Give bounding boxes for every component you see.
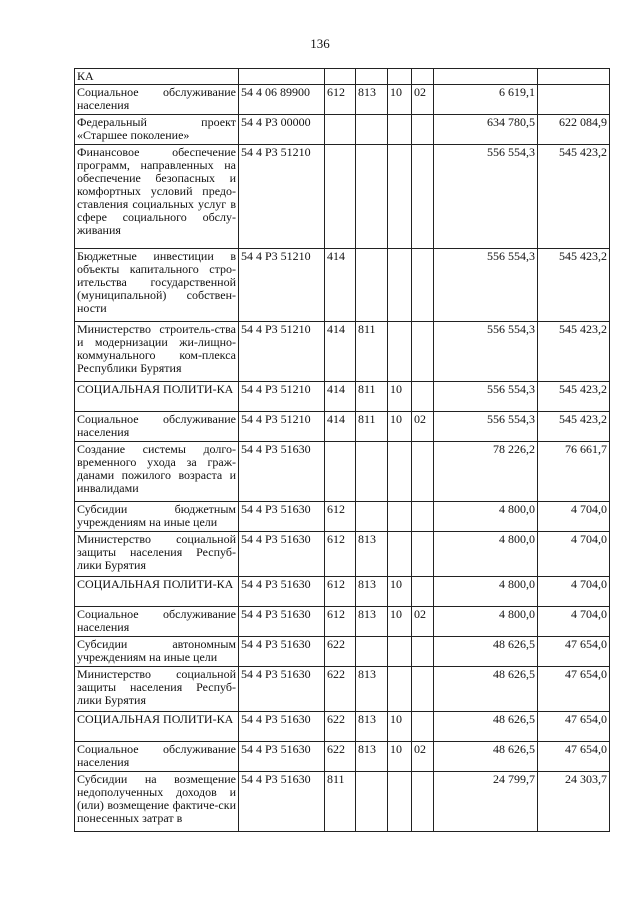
row-sum-1-cell: 48 626,5 bbox=[434, 712, 538, 742]
row-name-cell: Социальное обслуживание населения bbox=[75, 742, 239, 772]
row-sum-2-cell: 76 661,7 bbox=[538, 442, 610, 502]
row-sum-2-cell: 4 704,0 bbox=[538, 532, 610, 577]
row-rz-cell bbox=[388, 115, 412, 145]
row-gr-cell bbox=[356, 442, 388, 502]
row-sum-1-cell: 78 226,2 bbox=[434, 442, 538, 502]
table-row bbox=[75, 532, 610, 577]
row-gr-cell: 813 bbox=[356, 667, 388, 712]
row-sum-2-cell: 47 654,0 bbox=[538, 667, 610, 712]
table-row bbox=[75, 322, 610, 382]
row-pr-cell: 02 bbox=[412, 85, 434, 115]
row-gr-cell: 813 bbox=[356, 577, 388, 607]
row-sum-1-cell bbox=[434, 69, 538, 85]
row-code-cell: 54 4 P3 00000 bbox=[239, 115, 325, 145]
table-row bbox=[75, 772, 610, 832]
row-sum-2-cell: 24 303,7 bbox=[538, 772, 610, 832]
row-gr-cell: 813 bbox=[356, 742, 388, 772]
row-vr-cell: 622 bbox=[325, 712, 356, 742]
row-pr-cell: 02 bbox=[412, 607, 434, 637]
row-code-cell: 54 4 P3 51630 bbox=[239, 772, 325, 832]
row-pr-cell bbox=[412, 382, 434, 412]
row-vr-cell bbox=[325, 145, 356, 249]
row-sum-1-cell: 634 780,5 bbox=[434, 115, 538, 145]
row-sum-2-cell: 4 704,0 bbox=[538, 607, 610, 637]
row-name-cell: Финансовое обеспечение программ, направленных на обеспечение безопасных и комфортных условий предо-ставления социальных услуг в сфере социального обслу-живания bbox=[75, 145, 239, 249]
row-name-cell: СОЦИАЛЬНАЯ ПОЛИТИ-КА bbox=[75, 712, 239, 742]
row-gr-cell bbox=[356, 637, 388, 667]
row-name-cell: Бюджетные инвестиции в объекты капитального стро-ительства государственной (муниципальной) собствен-ности bbox=[75, 249, 239, 322]
row-rz-cell: 10 bbox=[388, 412, 412, 442]
row-pr-cell: 02 bbox=[412, 412, 434, 442]
row-code-cell: 54 4 P3 51630 bbox=[239, 742, 325, 772]
row-gr-cell: 811 bbox=[356, 322, 388, 382]
row-gr-cell bbox=[356, 115, 388, 145]
row-rz-cell: 10 bbox=[388, 607, 412, 637]
row-rz-cell bbox=[388, 442, 412, 502]
row-vr-cell: 622 bbox=[325, 742, 356, 772]
row-vr-cell: 612 bbox=[325, 532, 356, 577]
table-row bbox=[75, 442, 610, 502]
row-sum-2-cell: 545 423,2 bbox=[538, 322, 610, 382]
row-sum-2-cell: 545 423,2 bbox=[538, 382, 610, 412]
row-pr-cell bbox=[412, 115, 434, 145]
row-name-cell: Субсидии автономным учреждениям на иные цели bbox=[75, 637, 239, 667]
row-vr-cell: 414 bbox=[325, 412, 356, 442]
row-name-cell: Министерство социальной защиты населения Респуб-лики Бурятия bbox=[75, 532, 239, 577]
table-row bbox=[75, 577, 610, 607]
row-vr-cell: 612 bbox=[325, 502, 356, 532]
row-vr-cell: 811 bbox=[325, 772, 356, 832]
row-rz-cell bbox=[388, 532, 412, 577]
table-row bbox=[75, 607, 610, 637]
row-name-cell: Социальное обслуживание населения bbox=[75, 607, 239, 637]
row-vr-cell: 622 bbox=[325, 667, 356, 712]
row-sum-2-cell bbox=[538, 85, 610, 115]
row-code-cell: 54 4 P3 51630 bbox=[239, 667, 325, 712]
row-vr-cell: 612 bbox=[325, 577, 356, 607]
row-sum-1-cell: 6 619,1 bbox=[434, 85, 538, 115]
row-vr-cell bbox=[325, 115, 356, 145]
row-sum-2-cell: 47 654,0 bbox=[538, 712, 610, 742]
row-code-cell: 54 4 P3 51210 bbox=[239, 322, 325, 382]
row-vr-cell bbox=[325, 69, 356, 85]
row-pr-cell bbox=[412, 712, 434, 742]
row-name-cell: Субсидии бюджетным учреждениям на иные цели bbox=[75, 502, 239, 532]
table-row bbox=[75, 69, 610, 85]
row-sum-1-cell: 4 800,0 bbox=[434, 607, 538, 637]
row-code-cell: 54 4 P3 51210 bbox=[239, 145, 325, 249]
budget-table bbox=[74, 68, 610, 832]
row-vr-cell: 612 bbox=[325, 85, 356, 115]
row-gr-cell: 813 bbox=[356, 712, 388, 742]
table-row bbox=[75, 502, 610, 532]
row-code-cell: 54 4 P3 51630 bbox=[239, 712, 325, 742]
row-code-cell bbox=[239, 69, 325, 85]
row-name-cell: Федеральный проект «Старшее поколение» bbox=[75, 115, 239, 145]
row-name-cell: Создание системы долго-временного ухода за граж-данами пожилого возраста и инвалидами bbox=[75, 442, 239, 502]
row-gr-cell: 813 bbox=[356, 607, 388, 637]
row-code-cell: 54 4 P3 51630 bbox=[239, 442, 325, 502]
row-pr-cell bbox=[412, 249, 434, 322]
row-code-cell: 54 4 P3 51210 bbox=[239, 382, 325, 412]
row-gr-cell bbox=[356, 249, 388, 322]
row-name-cell: КА bbox=[75, 69, 239, 85]
table-row bbox=[75, 667, 610, 712]
table-row bbox=[75, 145, 610, 249]
table-row bbox=[75, 637, 610, 667]
row-gr-cell: 811 bbox=[356, 412, 388, 442]
row-sum-2-cell: 545 423,2 bbox=[538, 412, 610, 442]
row-gr-cell bbox=[356, 69, 388, 85]
row-name-cell: СОЦИАЛЬНАЯ ПОЛИТИ-КА bbox=[75, 577, 239, 607]
row-sum-1-cell: 556 554,3 bbox=[434, 145, 538, 249]
row-gr-cell bbox=[356, 145, 388, 249]
row-rz-cell: 10 bbox=[388, 712, 412, 742]
row-rz-cell bbox=[388, 249, 412, 322]
row-gr-cell: 811 bbox=[356, 382, 388, 412]
row-rz-cell: 10 bbox=[388, 85, 412, 115]
row-sum-2-cell: 622 084,9 bbox=[538, 115, 610, 145]
row-rz-cell bbox=[388, 772, 412, 832]
row-name-cell: Министерство социальной защиты населения Респуб-лики Бурятия bbox=[75, 667, 239, 712]
row-sum-1-cell: 24 799,7 bbox=[434, 772, 538, 832]
row-name-cell: Министерство строитель-ства и модернизации жи-лищно-коммунального ком-плекса Республики Бурятия bbox=[75, 322, 239, 382]
row-code-cell: 54 4 P3 51210 bbox=[239, 249, 325, 322]
row-sum-1-cell: 556 554,3 bbox=[434, 382, 538, 412]
row-pr-cell bbox=[412, 145, 434, 249]
table-row bbox=[75, 742, 610, 772]
budget-table-body bbox=[75, 69, 610, 832]
row-name-cell: Социальное обслуживание населения bbox=[75, 412, 239, 442]
row-code-cell: 54 4 P3 51630 bbox=[239, 607, 325, 637]
row-gr-cell bbox=[356, 772, 388, 832]
row-pr-cell bbox=[412, 502, 434, 532]
row-rz-cell: 10 bbox=[388, 577, 412, 607]
row-pr-cell bbox=[412, 637, 434, 667]
row-gr-cell: 813 bbox=[356, 532, 388, 577]
row-rz-cell bbox=[388, 322, 412, 382]
row-sum-1-cell: 4 800,0 bbox=[434, 532, 538, 577]
row-vr-cell: 414 bbox=[325, 382, 356, 412]
row-vr-cell: 612 bbox=[325, 607, 356, 637]
row-vr-cell: 414 bbox=[325, 322, 356, 382]
row-name-cell: Субсидии на возмещение недополученных доходов и (или) возмещение фактиче-ски понесенных затрат в bbox=[75, 772, 239, 832]
row-pr-cell bbox=[412, 322, 434, 382]
row-sum-1-cell: 48 626,5 bbox=[434, 637, 538, 667]
row-sum-2-cell: 545 423,2 bbox=[538, 249, 610, 322]
row-vr-cell: 622 bbox=[325, 637, 356, 667]
row-code-cell: 54 4 P3 51630 bbox=[239, 637, 325, 667]
row-rz-cell bbox=[388, 667, 412, 712]
row-sum-2-cell: 47 654,0 bbox=[538, 742, 610, 772]
row-sum-1-cell: 4 800,0 bbox=[434, 502, 538, 532]
row-sum-1-cell: 48 626,5 bbox=[434, 742, 538, 772]
page-number: 136 bbox=[310, 36, 330, 51]
row-rz-cell bbox=[388, 69, 412, 85]
row-code-cell: 54 4 06 89900 bbox=[239, 85, 325, 115]
row-sum-2-cell: 4 704,0 bbox=[538, 502, 610, 532]
table-row bbox=[75, 115, 610, 145]
row-pr-cell bbox=[412, 442, 434, 502]
row-pr-cell bbox=[412, 667, 434, 712]
table-row bbox=[75, 712, 610, 742]
row-vr-cell: 414 bbox=[325, 249, 356, 322]
row-rz-cell bbox=[388, 145, 412, 249]
row-sum-2-cell bbox=[538, 69, 610, 85]
row-pr-cell bbox=[412, 532, 434, 577]
table-row bbox=[75, 249, 610, 322]
row-rz-cell bbox=[388, 502, 412, 532]
row-sum-2-cell: 545 423,2 bbox=[538, 145, 610, 249]
row-pr-cell bbox=[412, 69, 434, 85]
row-pr-cell bbox=[412, 577, 434, 607]
row-code-cell: 54 4 P3 51630 bbox=[239, 577, 325, 607]
row-gr-cell bbox=[356, 502, 388, 532]
row-rz-cell: 10 bbox=[388, 742, 412, 772]
table-row bbox=[75, 412, 610, 442]
row-pr-cell: 02 bbox=[412, 742, 434, 772]
row-sum-2-cell: 47 654,0 bbox=[538, 637, 610, 667]
row-gr-cell: 813 bbox=[356, 85, 388, 115]
row-sum-1-cell: 556 554,3 bbox=[434, 249, 538, 322]
row-name-cell: СОЦИАЛЬНАЯ ПОЛИТИ-КА bbox=[75, 382, 239, 412]
row-vr-cell bbox=[325, 442, 356, 502]
row-pr-cell bbox=[412, 772, 434, 832]
row-name-cell: Социальное обслуживание населения bbox=[75, 85, 239, 115]
table-row bbox=[75, 382, 610, 412]
row-sum-1-cell: 48 626,5 bbox=[434, 667, 538, 712]
row-code-cell: 54 4 P3 51630 bbox=[239, 532, 325, 577]
table-row bbox=[75, 85, 610, 115]
row-rz-cell: 10 bbox=[388, 382, 412, 412]
row-rz-cell bbox=[388, 637, 412, 667]
row-sum-1-cell: 556 554,3 bbox=[434, 412, 538, 442]
row-sum-1-cell: 4 800,0 bbox=[434, 577, 538, 607]
row-code-cell: 54 4 P3 51210 bbox=[239, 412, 325, 442]
row-sum-1-cell: 556 554,3 bbox=[434, 322, 538, 382]
row-sum-2-cell: 4 704,0 bbox=[538, 577, 610, 607]
row-code-cell: 54 4 P3 51630 bbox=[239, 502, 325, 532]
